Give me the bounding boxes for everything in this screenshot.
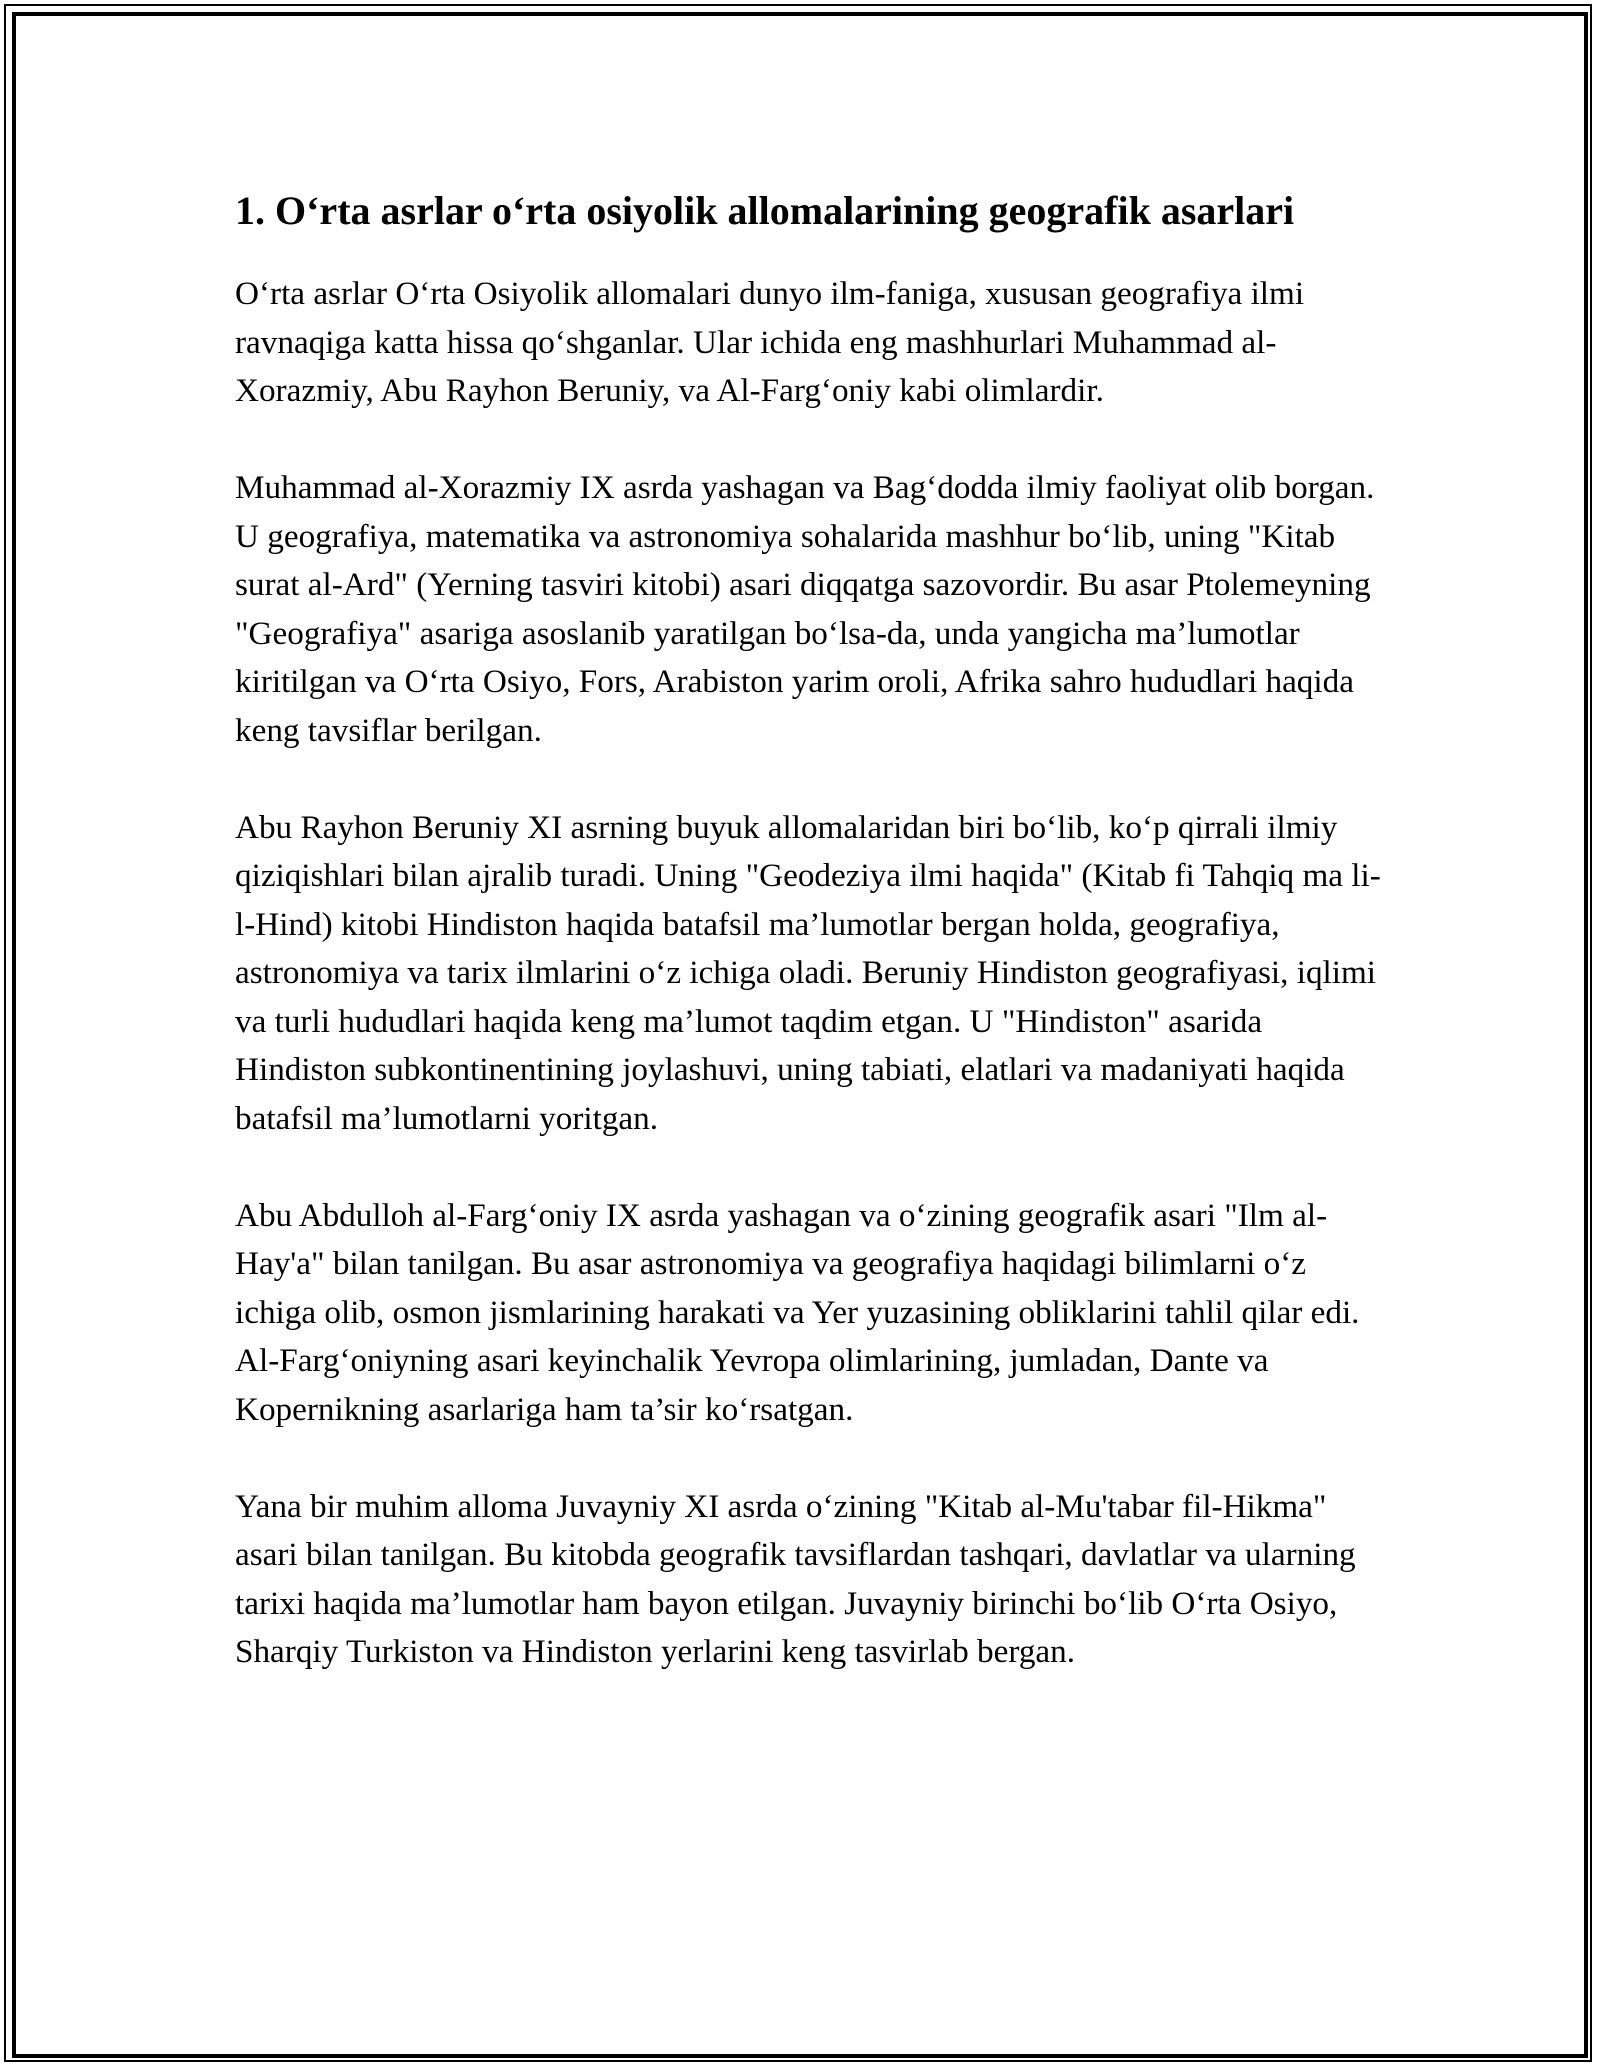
paragraph-juvayniy: Yana bir muhim alloma Juvayniy XI asrda o‘zining "Kitab al-Mu'tabar fil-Hikma" asari bilan tanilgan. Bu kitobda geografik tavsiflardan tashqari, davlatlar va ularning tarixi haqida ma’lumotlar ham bayon etilgan. Juvayniy birinchi bo‘lib O‘rta Osiyo, Sharqiy Turkiston va Hindiston yerlarini keng tasvirlab bergan. xyxy=(235,1487,1356,1670)
paragraph-beruniy: Abu Rayhon Beruniy XI asrning buyuk allomalaridan biri bo‘lib, ko‘p qirrali ilmiy qiziqishlari bilan ajralib turadi. Uning "Geodeziya ilmi haqida" (Kitab fi Tahqiq ma li-l-Hind) kitobi Hindiston haqida batafsil ma’lumotlar bergan holda, geografiya, astronomiya va tarix ilmlarini o‘z ichiga oladi. Beruniy Hindiston geografiyasi, iqlimi va turli hududlari haqida keng ma’lumot taqdim etgan. U "Hindiston" asarida Hindiston subkontinentining joylashuvi, uning tabiati, elatlari va madaniyati haqida batafsil ma’lumotlarni yoritgan. xyxy=(235,808,1381,1137)
paragraph-farghoniy: Abu Abdulloh al-Farg‘oniy IX asrda yashagan va o‘zining geografik asari "Ilm al-Hay'a" bilan tanilgan. Bu asar astronomiya va geografiya haqidagi bilimlarni o‘z ichiga olib, osmon jismlarining harakati va Yer yuzasining obliklarini tahlil qilar edi. Al-Farg‘oniyning asari keyinchalik Yevropa olimlarining, jumladan, Dante va Kopernikning asarlariga ham ta’sir ko‘rsatgan. xyxy=(235,1196,1360,1428)
paragraph-intro: O‘rta asrlar O‘rta Osiyolik allomalari dunyo ilm-faniga, xususan geografiya ilmi ravnaqiga katta hissa qo‘shganlar. Ular ichida eng mashhurlari Muhammad al-Xorazmiy, Abu Rayhon Beruniy, va Al-Farg‘oniy kabi olimlardir. xyxy=(235,275,1305,409)
paragraph-xorazmiy: Muhammad al-Xorazmiy IX asrda yashagan va Bag‘dodda ilmiy faoliyat olib borgan. U geografiya, matematika va astronomiya sohalarida mashhur bo‘lib, uning "Kitab surat al-Ard" (Yerning tasviri kitobi) asari diqqatga sazovordir. Bu asar Ptolemeyning "Geografiya" asariga asoslanib yaratilgan bo‘lsa-da, unda yangicha ma’lumotlar kiritilgan va O‘rta Osiyo, Fors, Arabiston yarim oroli, Afrika sahro hududlari haqida keng tavsiflar berilgan. xyxy=(235,469,1375,749)
section-heading: 1. O‘rta asrlar o‘rta osiyolik allomalarining geografik asarlari xyxy=(235,188,1295,233)
document-body xyxy=(235,186,1385,1725)
